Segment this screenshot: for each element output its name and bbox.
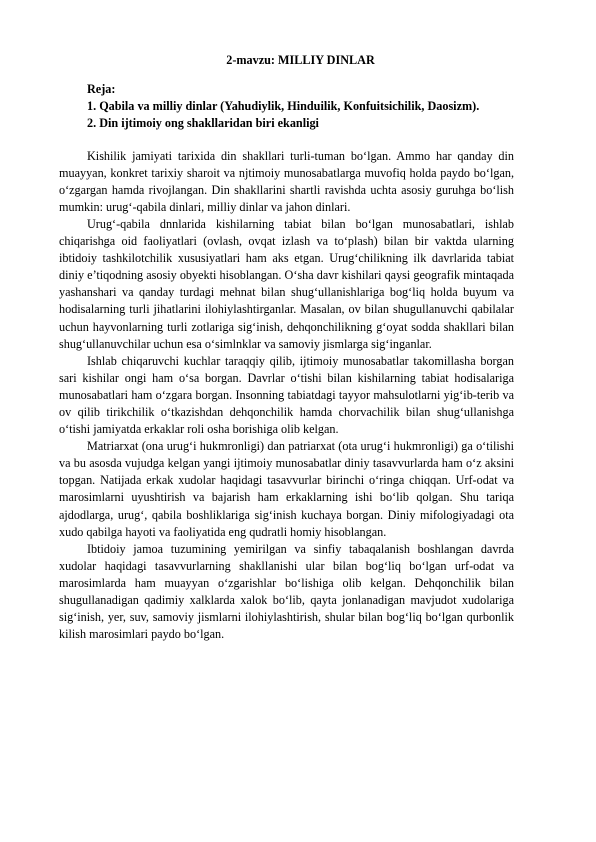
body-text [59,148,514,644]
plan-heading: Reja: [87,82,116,96]
plan-item: 2. Din ijtimoiy ong shakllaridan biri ekanligi [87,116,319,131]
paragraph: Matriarxat (ona urug‘i hukmronligi) dan patriarxat (ota urug‘i hukmronligi) ga o‘tilishi va bu asosda vujudga kelgan yangi ijtimoiy munosabatlar diniy tasavvurlarda ham o‘z aksini topgan. Natijada erkak xudolar haqidagi tasavvurlar birinchi o‘ringa chiqqan. Urf-odat va marosimlarni uyushtirish va bajarish ham erkaklarning ishi bo‘lib qolgan. Shu tariqa ajdodlarga, urug‘, qabila boshliklariga sig‘inish kuchaya borgan. Diniy mifologiyadagi ota xudo qabilga hayoti va faoliyatida eng qudratli homiy hisoblangan. [59,439,514,539]
plan-item: 1. Qabila va milliy dinlar (Yahudiylik, Hinduilik, Konfuitsichilik, Daosizm). [87,99,480,114]
paragraph: Ibtidoiy jamoa tuzumining yemirilgan va sinfiy tabaqalanish boshlangan davrda xudolar haqidagi tasavvurlarning shakllanishi ular bilan bog‘liq bo‘lgan urf-odat va marosimlarda ham muayyan o‘zgarishlar bo‘lishiga olib kelgan. Dehqonchilik bilan shugullanadigan qadimiy xalklarda xalok bo‘lib, qayta jonlanadigan mavjudot xudolariga sig‘inish, yer, suv, samoviy jismlarni ilohiylashtirish, shular bilan bog‘liq bo‘lgan qurbonlik kilish marosimlari paydo bo‘lgan. [59,541,514,642]
page-title: 2-mavzu: MILLIY DINLAR [226,53,375,67]
paragraph: Ishlab chiqaruvchi kuchlar taraqqiy qilib, ijtimoiy munosabatlar takomillasha borgan sari kishilar ongi ham o‘sa borgan. Davrlar o‘tishi bilan kishilarning tabiat hodisalariga munosabatlari ham o‘zgara borgan. Insonning tabiatdagi tayyor mahsulotlarni yig‘ib-terib va ov qilib tirikchilik o‘tkazishdan dehqonchilik hamda chorvachilik bilan shug‘ullanishga o‘tishi jamiyatda erkaklar roli osha borishiga olib kelgan. [59,353,514,437]
paragraph: Urug‘-qabila dnnlarida kishilarning tabiat bilan bo‘lgan munosabatlari, ishlab chiqarishga oid faoliyatlari (ovlash, ovqat izlash va to‘plash) bilan bir vaktda ularning ibtidoiy tashkilotchilik xususiyatlari ham aks etgan. Urug‘chilikning ilk davrlarida tabiat diniy e’tiqodning asosiy obyekti hisoblangan. O‘sha davr kishilari qaysi geografik mintaqada yashanshari va qanday turdagi mehnat bilan shug‘ullanishlariga bog‘liq holda buyum va hodisalarning turli jihatlarini ilohiylashtirganlar. Masalan, ov bilan shugullanuvchi qabilalar uchun hayvonlarning turli zotlariga sig‘inish, dehqonchilikning g‘oyat sodda shakllari bilan shug‘ullanuvchilar uchun esa o‘simlnklar va samoviy jismlarga sig‘inganlar. [59,216,514,351]
plan-section [87,81,514,133]
paragraph: Kishilik jamiyati tarixida din shakllari turli-tuman bo‘lgan. Ammo har qanday din muayyan, konkret tarixiy sharoit va njtimoiy munosabatlarga muvofiq holda paydo bo‘lgan, o‘zgargan hamda rivojlangan. Din shakllarini shartli ravishda uchta asosiy guruhga bo‘lish mumkin: urug‘-qabila dinlari, milliy dinlar va jahon dinlari. [59,148,514,214]
document-page [59,52,514,643]
